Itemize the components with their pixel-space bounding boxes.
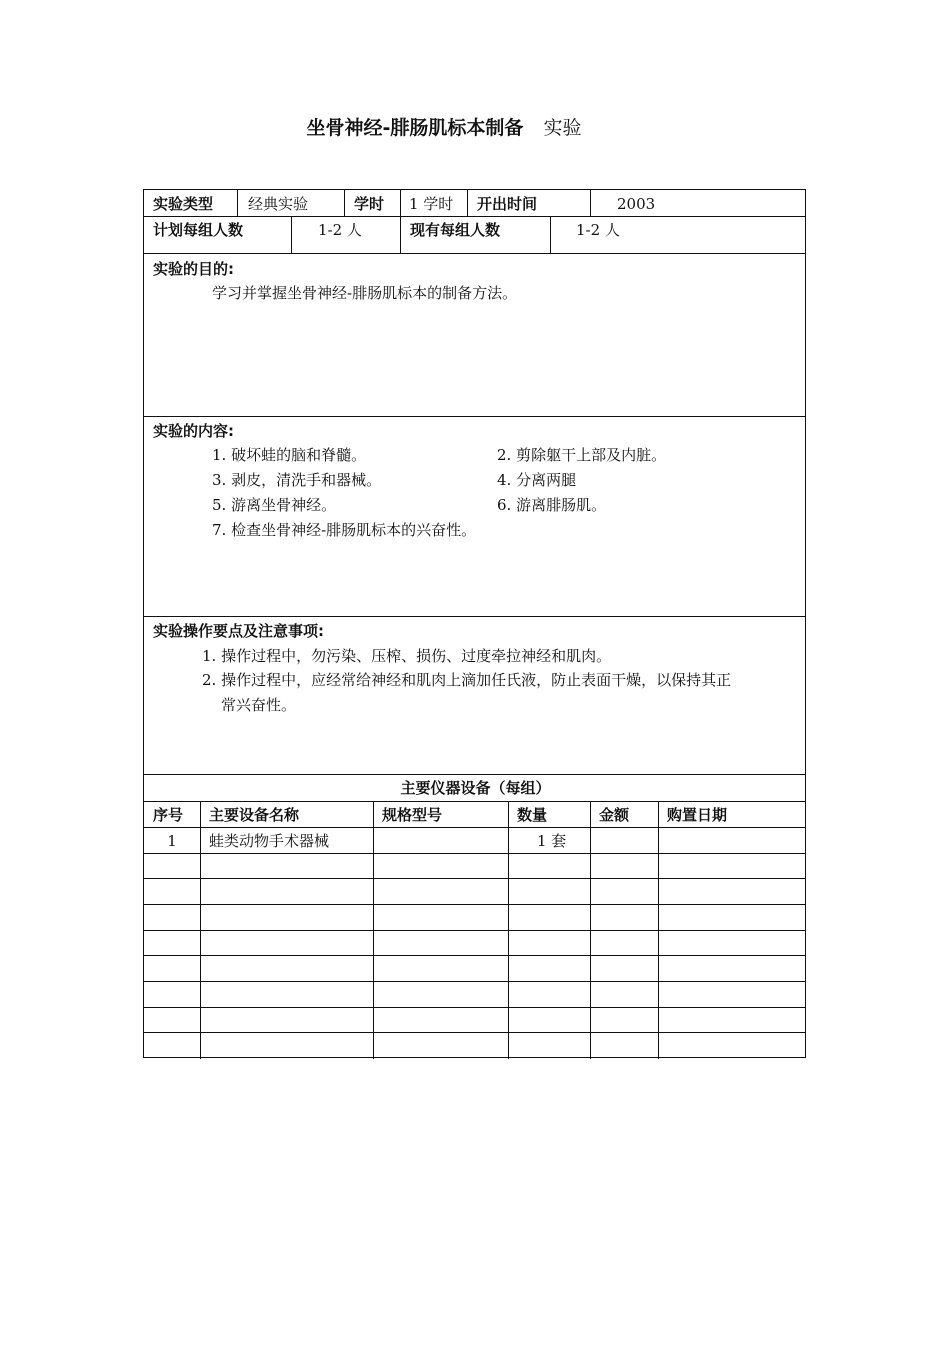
table-divider: [144, 878, 805, 879]
content-item: 4. 分离两腿: [497, 471, 577, 489]
table-divider: [144, 955, 805, 956]
title-suffix: 实验: [543, 117, 582, 139]
col-divider: [658, 801, 659, 1059]
notes-heading: 实验操作要点及注意事项:: [153, 622, 324, 640]
column-header: 规格型号: [382, 806, 443, 824]
content-heading: 实验的内容:: [153, 422, 234, 440]
current-label: 现有每组人数: [410, 221, 501, 239]
purpose-heading: 实验的目的:: [153, 260, 234, 278]
col-divider: [400, 190, 401, 216]
content-item: 1. 破坏蛙的脑和脊髓。: [212, 446, 367, 464]
current-value: 1-2 人: [576, 221, 620, 239]
section-divider: [144, 616, 805, 617]
hours-value: 1 学时: [409, 195, 454, 213]
col-divider: [373, 801, 374, 1059]
col-divider: [400, 216, 401, 253]
section-divider: [144, 416, 805, 417]
notes-item-1: 1. 操作过程中，勿污染、压榨、损伤、过度牵拉神经和肌肉。: [202, 647, 612, 665]
row-divider: [144, 253, 805, 254]
table-divider: [144, 1007, 805, 1008]
content-item: 5. 游离坐骨神经。: [212, 496, 337, 514]
content-item: 6. 游离腓肠肌。: [497, 496, 607, 514]
col-divider: [508, 801, 509, 1059]
purpose-text: 学习并掌握坐骨神经-腓肠肌标本的制备方法。: [212, 284, 518, 302]
table-cell: 1: [167, 832, 177, 850]
plan-value: 1-2 人: [318, 221, 362, 239]
column-header: 数量: [517, 806, 548, 824]
type-label: 实验类型: [153, 195, 214, 213]
col-divider: [291, 216, 292, 253]
column-header: 金额: [599, 806, 630, 824]
table-divider: [144, 930, 805, 931]
notes-item-2-cont: 常兴奋性。: [221, 696, 297, 714]
row-divider: [144, 216, 805, 217]
col-divider: [237, 190, 238, 216]
col-divider: [590, 190, 591, 216]
column-header: 主要设备名称: [209, 806, 300, 824]
title-main: 坐骨神经-腓肠肌标本制备: [306, 117, 524, 139]
table-cell: 蛙类动物手术器械: [209, 832, 330, 850]
column-header: 序号: [153, 806, 184, 824]
section-divider: [144, 801, 805, 802]
experiment-form: [143, 189, 806, 1058]
open-label: 开出时间: [477, 195, 538, 213]
document-title: [0, 114, 888, 142]
plan-label: 计划每组人数: [153, 221, 244, 239]
content-item: 7. 检查坐骨神经-腓肠肌标本的兴奋性。: [212, 521, 477, 539]
col-divider: [550, 216, 551, 253]
table-divider: [144, 827, 805, 828]
table-divider: [144, 853, 805, 854]
equipment-heading: 主要仪器设备（每组）: [400, 779, 551, 797]
open-value: 2003: [617, 195, 656, 213]
notes-item-2: 2. 操作过程中，应经常给神经和肌肉上滴加任氏液，防止表面干燥，以保持其正: [202, 671, 732, 689]
table-cell: 1 套: [537, 832, 567, 850]
col-divider: [467, 190, 468, 216]
section-divider: [144, 774, 805, 775]
type-value: 经典实验: [248, 195, 309, 213]
table-divider: [144, 981, 805, 982]
column-header: 购置日期: [667, 806, 728, 824]
col-divider: [344, 190, 345, 216]
content-item: 3. 剥皮，清洗手和器械。: [212, 471, 382, 489]
hours-label: 学时: [354, 195, 385, 213]
table-divider: [144, 904, 805, 905]
col-divider: [590, 801, 591, 1059]
table-divider: [144, 1032, 805, 1033]
content-item: 2. 剪除躯干上部及内脏。: [497, 446, 667, 464]
col-divider: [200, 801, 201, 1059]
